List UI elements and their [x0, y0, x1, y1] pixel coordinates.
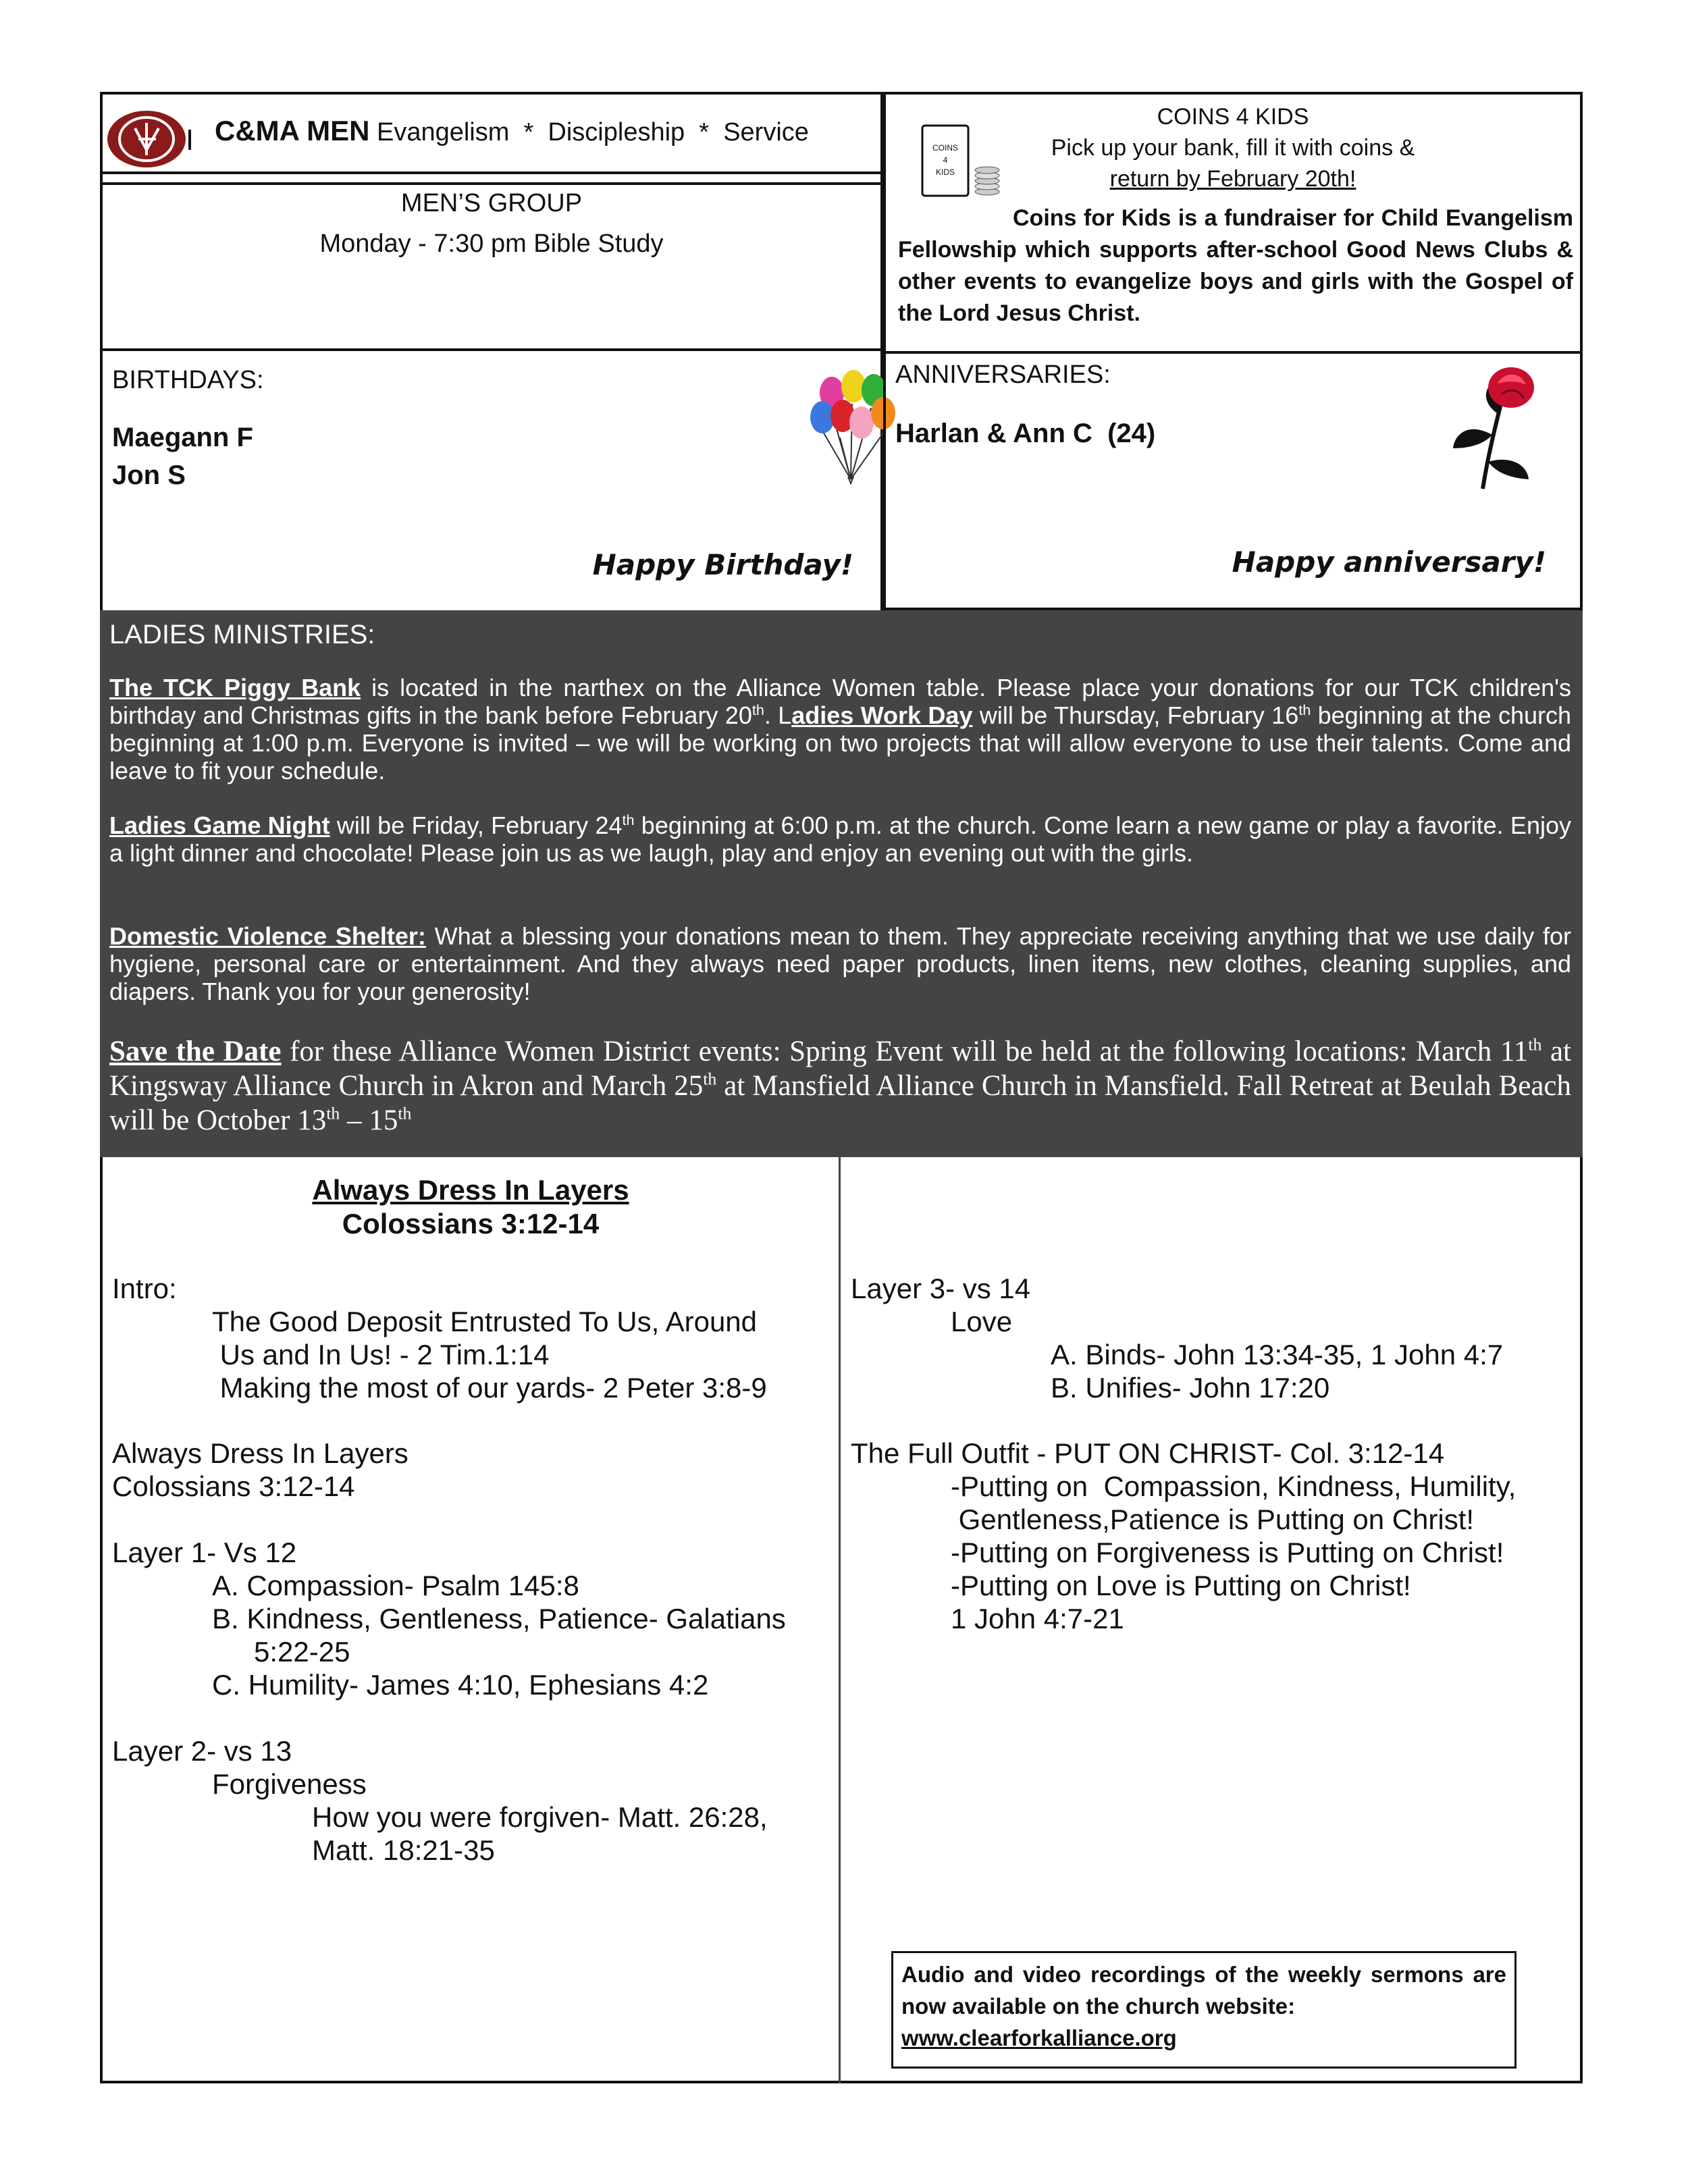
coins-description: Coins for Kids is a fundraiser for Child Evangelism Fellowship which supports after-school Good News Clubs & other events to evangelize boys and girls with the Gospel of the Lord Jesus Christ.: [898, 205, 1573, 326]
outline-line: Layer 3- vs 14: [851, 1273, 1031, 1304]
outline-line: Forgiveness: [212, 1768, 367, 1800]
outline-line: A. Binds- John 13:34-35, 1 John 4:7: [1051, 1339, 1504, 1370]
outline-line: Intro:: [112, 1273, 177, 1304]
church-website-link[interactable]: www.clearforkalliance.org: [901, 2025, 1177, 2050]
work-day-text-2: beginning at the church beginning at 1:00 p.m. Everyone is invited – we will be working on two projects that will allow everyone to use their talents. Come and leave to fit your schedule.: [109, 701, 1572, 784]
piggy-bank-text: is located in the narthex on the Alliance Women table. Please place your donations for our TCK children's birthday and Christmas gifts in the bank before February 20: [109, 674, 1571, 729]
sup: th: [398, 1103, 412, 1123]
sermon-heading: [103, 1173, 839, 1241]
outline-line: 5:22-25: [254, 1636, 350, 1668]
birthday-name: Jon S: [112, 460, 186, 490]
piggy-bank-paragraph: [109, 674, 1571, 784]
text-fragment: . L: [764, 701, 792, 729]
birthday-greeting: Happy Birthday!: [592, 548, 853, 581]
anniversary-greeting: Happy anniversary!: [1232, 545, 1546, 579]
coins-deadline: return by February 20th!: [1109, 166, 1356, 192]
anniversary-names: Harlan & Ann C (24): [895, 419, 1156, 448]
audio-recordings-notice: [891, 1951, 1516, 2069]
sup: th: [1528, 1034, 1542, 1055]
save-the-date-text-3: at Mansfield Alliance Church in Mansfield. Fall Retreat at Beulah Beach will be October 13: [109, 1070, 1571, 1136]
outline-line: C. Humility- James 4:10, Ephesians 4:2: [212, 1669, 709, 1701]
shelter-paragraph: [109, 922, 1571, 1005]
can-label-2: 4: [943, 155, 948, 165]
coins-title: COINS 4 KIDS: [1157, 104, 1309, 130]
shelter-heading: Domestic Violence Shelter:: [109, 922, 426, 950]
birthdays-label: BIRTHDAYS:: [112, 366, 264, 394]
sup: th: [622, 811, 635, 828]
sermon-title: Always Dress In Layers: [312, 1174, 629, 1206]
can-label-3: KIDS: [935, 167, 955, 177]
outline-line: 1 John 4:7-21: [951, 1603, 1124, 1634]
outline-line: Layer 2- vs 13: [112, 1735, 292, 1767]
ladies-ministries-label: LADIES MINISTRIES:: [109, 620, 375, 649]
anniversaries-box: [883, 354, 1583, 610]
outline-line: B. Kindness, Gentleness, Patience- Galatians: [212, 1603, 786, 1634]
sup: th: [703, 1069, 717, 1089]
outline-line: Us and In Us! - 2 Tim.1:14: [212, 1339, 550, 1370]
men-title-main: C&MA MEN: [215, 115, 370, 147]
sermon-subtitle: Colossians 3:12-14: [342, 1208, 600, 1240]
anniversaries-label: ANNIVERSARIES:: [895, 361, 1111, 389]
outline-line: How you were forgiven- Matt. 26:28,: [312, 1801, 768, 1833]
coin-bank-icon: [920, 122, 1007, 203]
outline-line: -Putting on Forgiveness is Putting on Christ!: [951, 1537, 1504, 1568]
mens-group-title: MEN’S GROUP: [400, 189, 583, 217]
birthday-name: Maegann F: [112, 423, 253, 452]
shelter-text: What a blessing your donations mean to them. They appreciate receiving anything that we use daily for hygiene, personal care or entertainment. And they always need paper products, linen items, new clothes, cleaning supplies, and diapers. Thank you for your generosity!: [109, 922, 1572, 1005]
coins-4-kids-box: [883, 92, 1583, 354]
sup: th: [1298, 701, 1311, 718]
outline-line: The Good Deposit Entrusted To Us, Around: [212, 1306, 758, 1337]
column-divider: [839, 1157, 841, 2083]
ladies-ministries-section: [100, 610, 1583, 1157]
piggy-bank-heading: The TCK Piggy Bank: [109, 674, 361, 701]
game-night-text-2: beginning at 6:00 p.m. at the church. Come learn a new game or play a favorite. Enjoy a light dinner and chocolate! Please join us as we laugh, play and enjoy an evening out with the girls.: [109, 811, 1571, 867]
sup: th: [751, 701, 764, 718]
outline-line: -Putting on Love is Putting on Christ!: [951, 1570, 1411, 1601]
save-the-date-text-2: at Kingsway Alliance Church in Akron and March 25: [109, 1036, 1571, 1102]
men-title: [215, 115, 809, 147]
men-tagline: Evangelism * Discipleship * Service: [376, 118, 809, 147]
game-night-paragraph: [109, 811, 1571, 867]
save-the-date-text-4: – 15: [340, 1104, 398, 1136]
work-day-heading: adies Work Day: [791, 701, 973, 729]
save-the-date-heading: Save the Date: [109, 1036, 282, 1067]
outline-line: Matt. 18:21-35: [312, 1834, 495, 1866]
outline-line: Love: [951, 1306, 1013, 1337]
save-the-date-text: for these Alliance Women District events: Spring Event will be held at the following locations: March 11: [281, 1036, 1529, 1067]
save-the-date-paragraph: [109, 1034, 1571, 1138]
sermon-outline-box: [100, 1157, 1583, 2083]
game-night-text: will be Friday, February 24: [329, 811, 623, 839]
can-label-1: COINS: [932, 143, 958, 153]
birthdays-box: [100, 351, 883, 610]
outline-line: Layer 1- Vs 12: [112, 1537, 297, 1568]
work-day-text: will be Thursday, February 16: [972, 701, 1299, 729]
coins-instruction: Pick up your bank, fill it with coins &: [1051, 135, 1415, 161]
sup: th: [326, 1103, 340, 1123]
outline-line: Colossians 3:12-14: [112, 1470, 355, 1502]
audio-notice-text: Audio and video recordings of the weekly sermons are now available on the church website:: [901, 1962, 1506, 2019]
outline-line: A. Compassion- Psalm 145:8: [212, 1570, 579, 1601]
outline-line: Making the most of our yards- 2 Peter 3:8-9: [212, 1372, 767, 1404]
outline-line: -Putting on Compassion, Kindness, Humility,: [951, 1470, 1516, 1502]
outline-line: The Full Outfit - PUT ON CHRIST- Col. 3:12-14: [851, 1437, 1445, 1469]
rose-icon: [1448, 361, 1542, 496]
game-night-heading: Ladies Game Night: [109, 811, 330, 839]
outline-line: B. Unifies- John 17:20: [1051, 1372, 1330, 1404]
coin-bank-label: [922, 142, 968, 178]
mens-group-schedule: Monday - 7:30 pm Bible Study: [319, 230, 664, 258]
outline-line: Always Dress In Layers: [112, 1437, 408, 1469]
birthday-names: [112, 419, 253, 494]
mens-group-box: [100, 182, 883, 351]
outline-line: Gentleness,Patience is Putting on Christ!: [951, 1503, 1475, 1535]
cma-logo: [105, 108, 206, 170]
